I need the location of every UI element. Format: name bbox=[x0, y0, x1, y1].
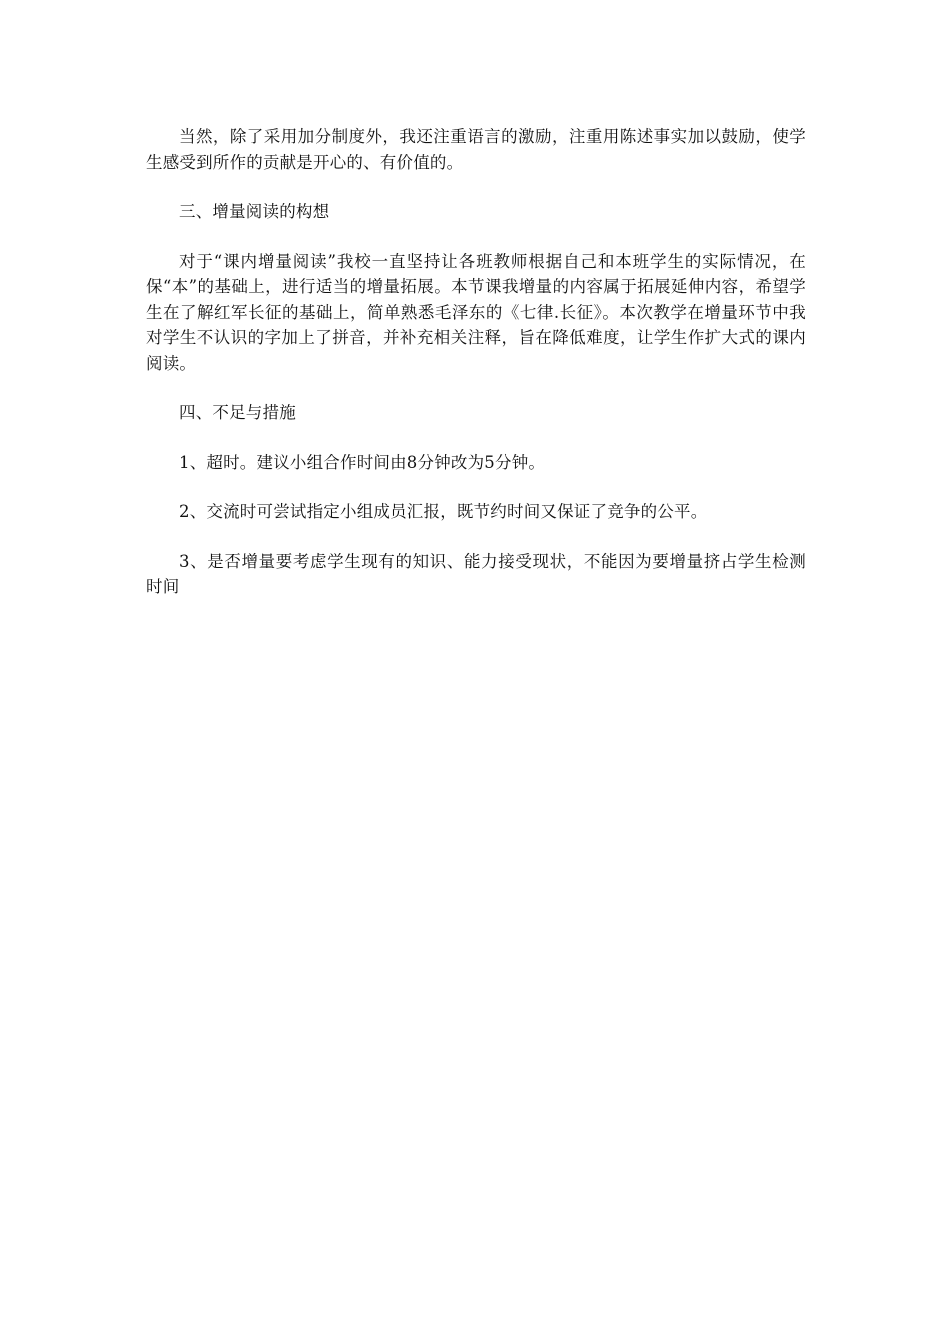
paragraph-encouragement: 当然，除了采用加分制度外，我还注重语言的激励，注重用陈述事实加以鼓励，使学生感受到所作的贡献是开心的、有价值的。 bbox=[146, 127, 806, 172]
document-body bbox=[146, 124, 806, 624]
section-heading-shortcomings: 四、不足与措施 bbox=[179, 403, 296, 422]
list-item-student-ability: 3、是否增量要考虑学生现有的知识、能力接受现状，不能因为要增量挤占学生检测时间 bbox=[146, 551, 806, 596]
paragraph-incremental-reading: 对于“课内增量阅读”我校一直坚持让各班教师根据自己和本班学生的实际情况，在保“本”的基础上，进行适当的增量拓展。本节课我增量的内容属于拓展延伸内容，希望学生在了解红军长征的基础上，简单熟悉毛泽东的《七律.长征》。本次教学在增量环节中我对学生不认识的字加上了拼音，并补充相关注释，旨在降低难度，让学生作扩大式的课内阅读。 bbox=[146, 251, 806, 373]
list-item-reporting: 2、交流时可尝试指定小组成员汇报，既节约时间又保证了竞争的公平。 bbox=[179, 502, 708, 521]
list-item-timeout: 1、超时。建议小组合作时间由8分钟改为5分钟。 bbox=[179, 452, 546, 472]
section-heading-incremental-reading: 三、增量阅读的构想 bbox=[179, 202, 330, 221]
